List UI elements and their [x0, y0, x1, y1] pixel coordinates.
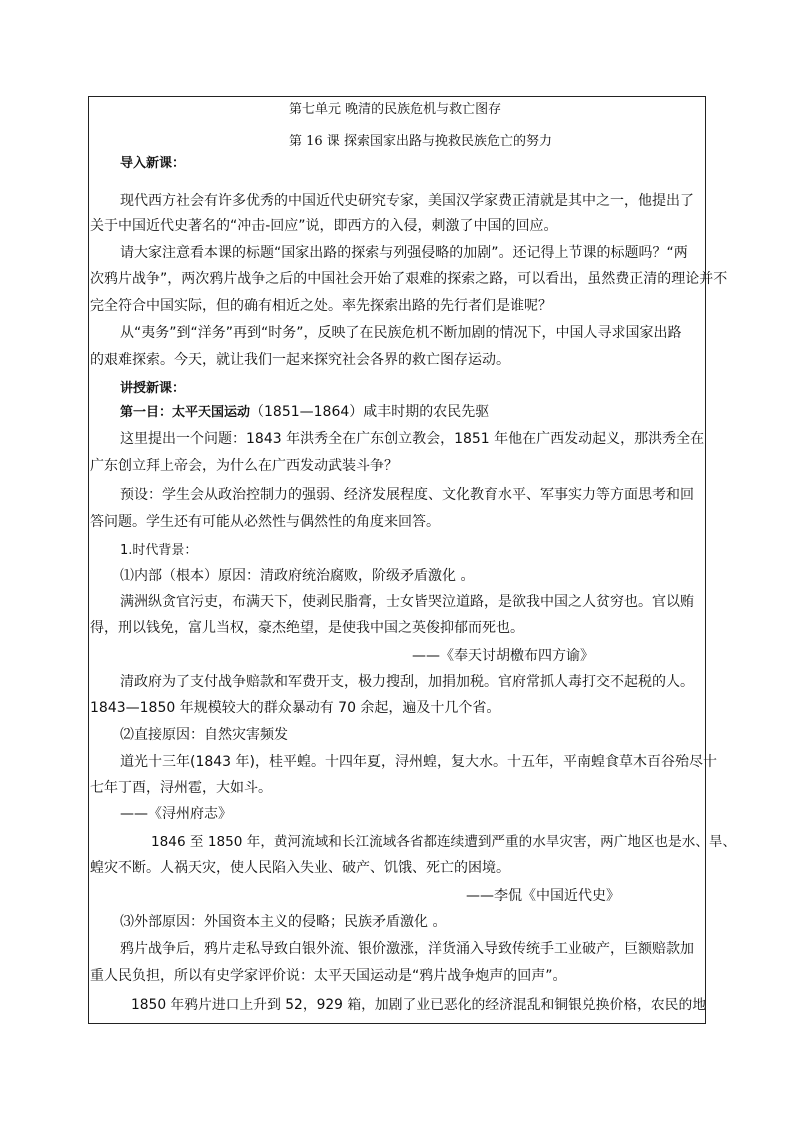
- section-heading-teaching: 讲授新课：: [120, 381, 186, 396]
- paragraph-line: ⑵直接原因：自然灾害频发: [120, 727, 288, 743]
- paragraph-line: 请大家注意看本课的标题“国家出路的探索与列强侵略的加剧”。还记得上节课的标题吗？“两: [120, 245, 688, 261]
- paragraph-line: 鸦片战争后，鸦片走私导致白银外流、银价激涨，洋货涌入导致传统手工业破产，巨额赔款加: [120, 941, 694, 957]
- paragraph-line: 1850 年鸦片进口上升到 52，929 箱，加剧了业已恶化的经济混乱和铜银兑换价格，农民的地: [131, 997, 707, 1013]
- paragraph-line: ⑶外部原因：外国资本主义的侵略；民族矛盾激化 。: [120, 914, 447, 930]
- quote-line: 七年丁酉，浔州雹，大如斗。: [90, 780, 272, 796]
- quote-source: ——《奉天讨胡檄布四方谕》: [412, 648, 594, 664]
- paragraph-line: 广东创立拜上帝会，为什么在广西发动武装斗争？: [90, 458, 398, 474]
- paragraph-line: ⑴内部（根本）原因：清政府统治腐败，阶级矛盾激化 。: [120, 568, 475, 584]
- paragraph-line: 这里提出一个问题：1843 年洪秀全在广东创立教会，1851 年他在广西发动起义，那洪秀全在: [120, 431, 705, 447]
- paragraph-line: 关于中国近代史著名的“冲击-回应”说，即西方的入侵，刺激了中国的回应。: [90, 218, 558, 234]
- quote-line: 蝗灾不断。人祸天灾，使人民陷入失业、破产、饥饿、死亡的困境。: [90, 860, 510, 876]
- quote-line: 道光十三年(1843 年)，桂平蝗。十四年夏，浔州蝗，复大水。十五年，平南蝗食草木百谷殆尽十: [120, 754, 718, 770]
- paragraph-line: 清政府为了支付战争赔款和军费开支，极力搜刮，加捐加税。官府常抓人毒打交不起税的人。: [120, 674, 694, 690]
- quote-source: ——李侃《中国近代史》: [466, 888, 620, 904]
- quote-line: 得，刑以钱免，富儿当权，豪杰绝望，是使我中国之英俊抑郁而死也。: [90, 620, 524, 636]
- paragraph-line: 现代西方社会有许多优秀的中国近代史研究专家，美国汉学家费正清就是其中之一，他提出了: [120, 193, 694, 209]
- paragraph-line: 的艰难探索。今天，就让我们一起来探究社会各界的救亡图存运动。: [90, 352, 510, 368]
- subsection-title: 第一目：太平天国运动: [120, 405, 251, 420]
- paragraph-line: 次鸦片战争”，两次鸦片战争之后的中国社会开始了艰难的探索之路，可以看出，虽然费正清的理论并不: [90, 271, 728, 287]
- paragraph-line: 预设：学生会从政治控制力的强弱、经济发展程度、文化教育水平、军事实力等方面思考和回: [120, 487, 694, 503]
- quote-source: ——《浔州府志》: [120, 806, 232, 822]
- subsection-subtitle: （1851—1864）咸丰时期的农民先驱: [250, 404, 490, 420]
- list-heading: 1.时代背景：: [120, 543, 198, 558]
- paragraph-line: 1843—1850 年规模较大的群众暴动有 70 余起，遍及十几个省。: [90, 700, 501, 716]
- quote-line: 满洲纵贪官污吏，布满天下，使剥民脂膏，士女皆哭泣道路，是欲我中国之人贫穷也。官以贿: [120, 594, 694, 610]
- quote-line: 1846 至 1850 年，黄河流域和长江流域各省都连续遭到严重的水旱灾害，两广地区也是水、旱、: [151, 834, 737, 850]
- paragraph-line: 完全符合中国实际，但的确有相近之处。率先探索出路的先行者们是谁呢？: [90, 298, 552, 314]
- section-heading-intro: 导入新课：: [120, 156, 186, 171]
- paragraph-line: 答问题。学生还有可能从必然性与偶然性的角度来回答。: [90, 514, 440, 530]
- lesson-table-cell: [88, 96, 706, 1024]
- lesson-title: 第 16 课 探索国家出路与挽救民族危亡的努力: [289, 134, 552, 149]
- paragraph-line: 重人民负担，所以有史学家评价说：太平天国运动是“鸦片战争炮声的回声”。: [90, 968, 567, 984]
- unit-title: 第七单元 晚清的民族危机与救亡图存: [289, 102, 502, 117]
- subsection-heading: [120, 404, 489, 421]
- paragraph-line: 从“夷务”到“洋务”再到“时务”，反映了在民族危机不断加剧的情况下，中国人寻求国家出路: [120, 325, 682, 341]
